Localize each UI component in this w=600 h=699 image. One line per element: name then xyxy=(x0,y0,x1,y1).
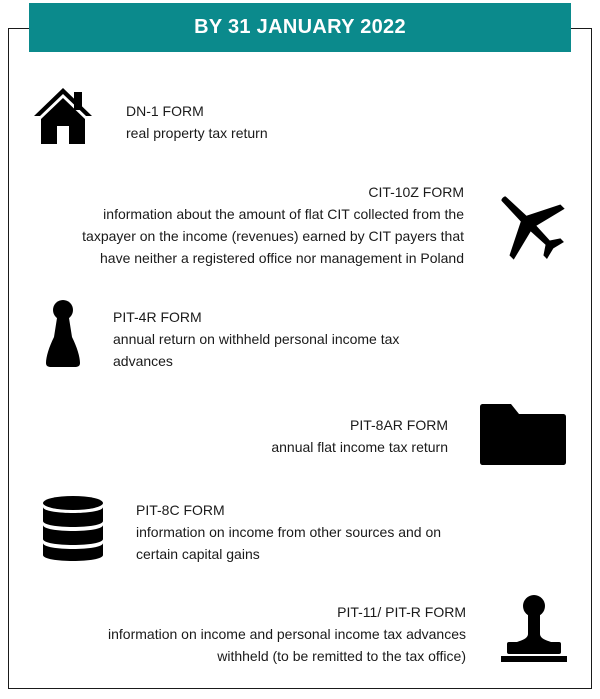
airplane-icon xyxy=(490,186,570,264)
form-name: PIT-8C FORM xyxy=(136,502,225,518)
form-name: CIT-10Z FORM xyxy=(368,184,464,200)
form-name: PIT-8AR FORM xyxy=(349,417,448,433)
house-icon xyxy=(32,86,94,146)
entry-pit-8c xyxy=(136,499,476,565)
page-title: BY 31 JANUARY 2022 xyxy=(29,3,571,52)
form-name: PIT-4R FORM xyxy=(113,309,202,325)
entry-pit-11-pit-r xyxy=(70,601,466,667)
form-description: information on income from other sources and on certain capital gains xyxy=(136,524,442,562)
form-description: information about the amount of flat CIT collected from the taxpayer on the income (revenues) earned by CIT payers that have neither a registered office nor management in Poland xyxy=(82,206,464,266)
folder-icon xyxy=(479,402,567,466)
game-pawn-icon xyxy=(40,299,86,369)
form-description: annual return on withheld personal income tax advances xyxy=(113,331,400,369)
form-name: PIT-11/ PIT-R FORM xyxy=(337,604,466,620)
entry-dn-1 xyxy=(126,100,426,144)
entry-cit-10z xyxy=(60,181,464,269)
form-description: real property tax return xyxy=(126,125,268,141)
entry-pit-8ar xyxy=(200,414,448,458)
form-name: DN-1 FORM xyxy=(126,103,204,119)
form-description: annual flat income tax return xyxy=(271,439,448,455)
rubber-stamp-icon xyxy=(497,594,571,666)
form-description: information on income and personal income tax advances withheld (to be remitted to the tax office) xyxy=(108,626,466,664)
database-icon xyxy=(40,495,106,563)
entry-pit-4r xyxy=(113,306,443,372)
